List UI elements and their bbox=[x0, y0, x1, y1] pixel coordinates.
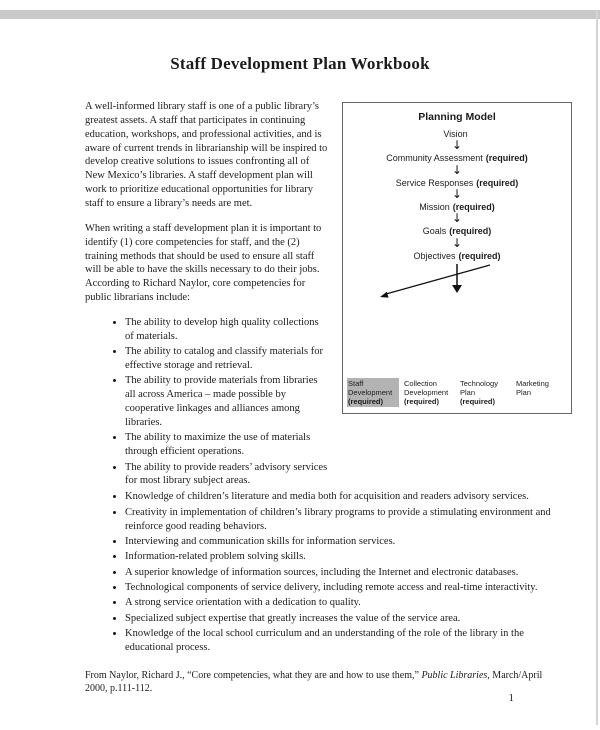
bullet-item: • Information-related problem solving skills. bbox=[125, 550, 572, 564]
citation-suffix: , March/April 2000, p.111-112. bbox=[85, 669, 543, 694]
cell-label: Collection Development bbox=[404, 379, 449, 397]
citation-prefix: From Naylor, Richard J., “Core competencies, what they are and how to use them,” bbox=[85, 669, 422, 681]
bullet-item: • Creativity in implementation of children’s library programs to provide a stimulating environment and reinforce good reading behaviors. bbox=[125, 506, 572, 534]
down-arrow-icon: ↓ bbox=[451, 138, 463, 153]
down-arrow-icon: ↓ bbox=[451, 162, 463, 177]
bullet-item: • The ability to provide readers’ advisory services for most library subject areas. bbox=[125, 461, 328, 489]
bottom-cell-staff-development bbox=[347, 378, 399, 407]
cell-label: Marketing Plan bbox=[516, 379, 549, 397]
bullet-item: • The ability to develop high quality collections of materials. bbox=[125, 316, 328, 344]
bottom-cell-collection-development bbox=[403, 378, 455, 407]
cell-label: Staff Development bbox=[348, 379, 393, 397]
page-top-edge bbox=[0, 10, 600, 19]
node-required-label: (required) bbox=[452, 201, 495, 212]
page-right-edge bbox=[596, 10, 598, 725]
diagram-title: Planning Model bbox=[418, 111, 496, 123]
diagram-node-objectives bbox=[347, 251, 567, 261]
bottom-cell-marketing-plan bbox=[515, 378, 567, 398]
down-arrow-icon: ↓ bbox=[451, 211, 463, 226]
paragraph-when-writing: When writing a staff development plan it is important to identify (1) core competencies for staff, and the (2) training methods that should be used to ensure all staff will be able to have the skills necessary to do their jobs. According to Richard Naylor, core competencies for public librarians include: bbox=[85, 222, 322, 304]
cell-required-label: (required) bbox=[348, 397, 384, 406]
diagram-bottom-row bbox=[347, 378, 567, 407]
citation bbox=[85, 669, 565, 695]
node-required-label: (required) bbox=[458, 250, 501, 261]
bullet-item: • The ability to provide materials from libraries all across America – made possible by cooperative linkages and alliances among libraries. bbox=[125, 374, 328, 429]
bullet-item: • A superior knowledge of information sources, including the Internet and electronic databases. bbox=[125, 566, 572, 580]
cell-required-label: (required) bbox=[404, 397, 440, 406]
node-label: Community Assessment bbox=[386, 153, 483, 164]
bullet-item: • Specialized subject expertise that greatly increases the value of the service area. bbox=[125, 612, 572, 626]
node-label: Mission bbox=[419, 201, 450, 212]
node-label: Goals bbox=[422, 226, 447, 237]
cell-required-label: (required) bbox=[460, 397, 496, 406]
node-label: Objectives bbox=[413, 250, 456, 261]
content-area bbox=[85, 100, 572, 695]
node-required-label: (required) bbox=[449, 226, 492, 237]
bottom-cell-technology-plan bbox=[459, 378, 511, 407]
page-title: Staff Development Plan Workbook bbox=[170, 54, 430, 73]
bullet-item: • Knowledge of children’s literature and media both for acquisition and readers advisory services. bbox=[125, 490, 572, 504]
bullet-item: • The ability to maximize the use of materials through efficient operations. bbox=[125, 431, 328, 459]
down-arrow-icon: ↓ bbox=[451, 186, 463, 201]
branch-arrows-icon bbox=[352, 263, 562, 301]
node-label: Vision bbox=[443, 128, 468, 139]
cell-label: Technology Plan bbox=[460, 379, 498, 397]
bullet-list-wide bbox=[85, 490, 572, 654]
planning-model-diagram bbox=[342, 102, 572, 414]
node-required-label: (required) bbox=[485, 153, 528, 164]
diagram-node-community-assessment bbox=[347, 153, 567, 163]
citation-source-title: Public Libraries bbox=[421, 669, 488, 681]
bullet-list-narrow bbox=[85, 316, 328, 488]
bullet-item: • A strong service orientation with a dedication to quality. bbox=[125, 596, 572, 610]
bullet-item: • The ability to catalog and classify materials for effective storage and retrieval. bbox=[125, 345, 328, 373]
paragraph-intro: A well-informed library staff is one of a public library’s greatest assets. A staff that participates in continuing education, workshops, and professional activities, and is aware of current trends in librarianship will be inspired to develop creative solutions to issues confronting all of New Mexico’s libraries. A staff development plan will work to prioritize educational opportunities for library staff to ensure a library’s needs are met. bbox=[85, 101, 328, 210]
node-required-label: (required) bbox=[476, 177, 519, 188]
bullet-item: • Technological components of service delivery, including remote access and real-time interactivity. bbox=[125, 581, 572, 595]
page-number: 1 bbox=[508, 692, 514, 704]
bullet-item: • Interviewing and communication skills for information services. bbox=[125, 535, 572, 549]
down-arrow-icon: ↓ bbox=[451, 235, 463, 250]
node-label: Service Responses bbox=[395, 177, 474, 188]
bullet-item: • Knowledge of the local school curriculum and an understanding of the role of the library in the educational process. bbox=[125, 627, 572, 655]
